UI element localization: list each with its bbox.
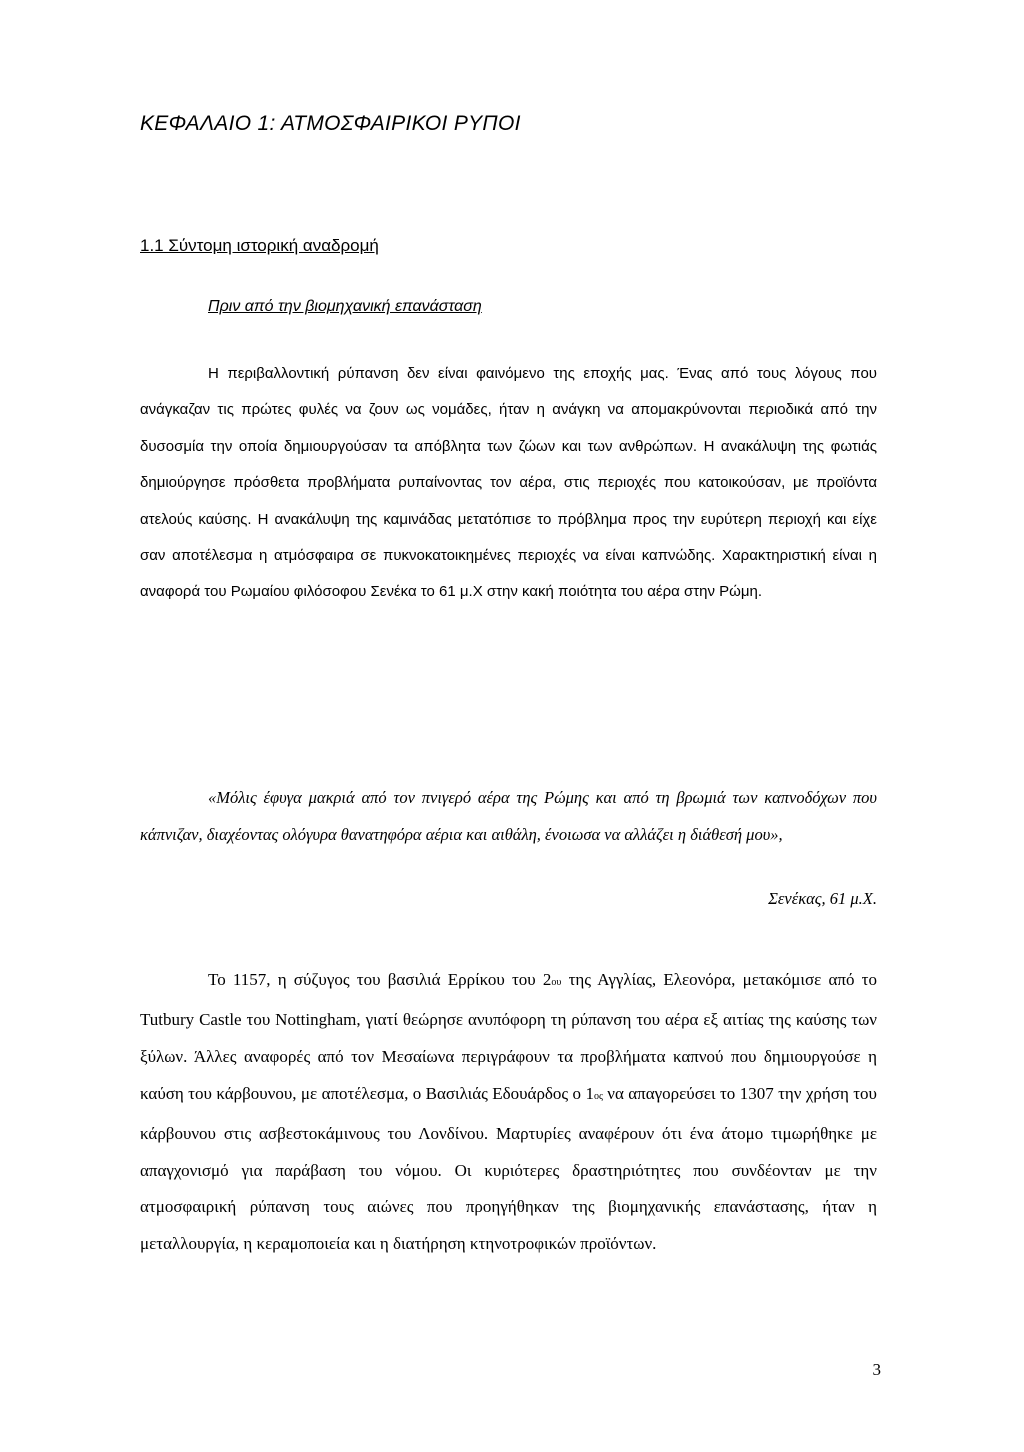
paragraph-2-text-a: Το 1157, η σύζυγος του βασιλιά Ερρίκου του 2 — [208, 970, 552, 989]
block-quote: «Μόλις έφυγα μακριά από τον πνιγερό αέρα της Ρώμης και από τη βρωμιά των καπνοδόχων που κάπνιζαν, διαχέοντας ολόγυρα θανατηφόρα αέρια και αιθάλη, ένοιωσα να αλλάζει η διάθεσή μου», — [140, 788, 877, 844]
chapter-title: ΚΕΦΑΛΑΙΟ 1: ΑΤΜΟΣΦΑΙΡΙΚΟΙ ΡΥΠΟΙ — [140, 112, 521, 135]
ordinal-suffix: ος — [593, 1090, 603, 1102]
ordinal-suffix: ου — [551, 977, 562, 988]
paragraph-2-text-c: να απαγορεύσει το 1307 την χρήση του κάρβουνου στις ασβεστοκάμινους του Λονδίνου. Μαρτυρίες αναφέρουν ότι ένα άτομο τιμωρήθηκε με απαγχονισμό για παράβαση του νόμου. Οι κυριότερες δραστηριότητες που συνδέονταν με την ατμοσφαιρική ρύπανση τους αιώνες που προηγήθηκαν της βιομηχανικής επανάστασης, ήταν η μεταλλουργία, η κεραμοποιεία και η διατήρηση κτηνοτροφικών προϊόντων. — [140, 1083, 877, 1254]
quote-attribution: Σενέκας, 61 μ.Χ. — [768, 889, 877, 908]
page-number: 3 — [872, 1360, 881, 1379]
subsection-heading: Πριν από την βιομηχανική επανάσταση — [208, 298, 482, 315]
paragraph-2-text-b: της Αγγλίας, Ελεονόρα, μετακόμισε από το Tutbury Castle του Nottingham, γιατί θεώρησε ανυπόφορη τη ρύπανση του αέρα εξ αιτίας της καύσης των ξύλων. Άλλες αναφορές από τον Μεσαίωνα περιγράφουν τα προβλήματα καπνού που δημιουργούσε η καύση του κάρβουνου, με αποτέλεσμα, ο Βασιλιάς Εδουάρδος ο 1 — [140, 970, 877, 1103]
body-paragraph-2 — [140, 962, 877, 1263]
section-heading: 1.1 Σύντομη ιστορική αναδρομή — [140, 236, 379, 255]
body-paragraph-1: Η περιβαλλοντική ρύπανση δεν είναι φαινόμενο της εποχής μας. Ένας από τους λόγους που ανάγκαζαν τις πρώτες φυλές να ζουν ως νομάδες, ήταν η ανάγκη να απομακρύνονται περιοδικά από την δυσοσμία την οποία δημιουργούσαν τα απόβλητα των ζώων και των ανθρώπων. Η ανακάλυψη της φωτιάς δημιούργησε πρόσθετα προβλήματα ρυπαίνοντας τον αέρα, στις περιοχές που κατοικούσαν, με προϊόντα ατελούς καύσης. Η ανακάλυψη της καμινάδας μετατόπισε το πρόβλημα προς την ευρύτερη περιοχή και είχε σαν αποτέλεσμα η ατμόσφαιρα σε πυκνοκατοικημένες περιοχές να είναι καπνώδης. Χαρακτηριστική είναι η αναφορά του Ρωμαίου φιλόσοφου Σενέκα το 61 μ.Χ στην κακή ποιότητα του αέρα στην Ρώμη. — [140, 365, 877, 601]
